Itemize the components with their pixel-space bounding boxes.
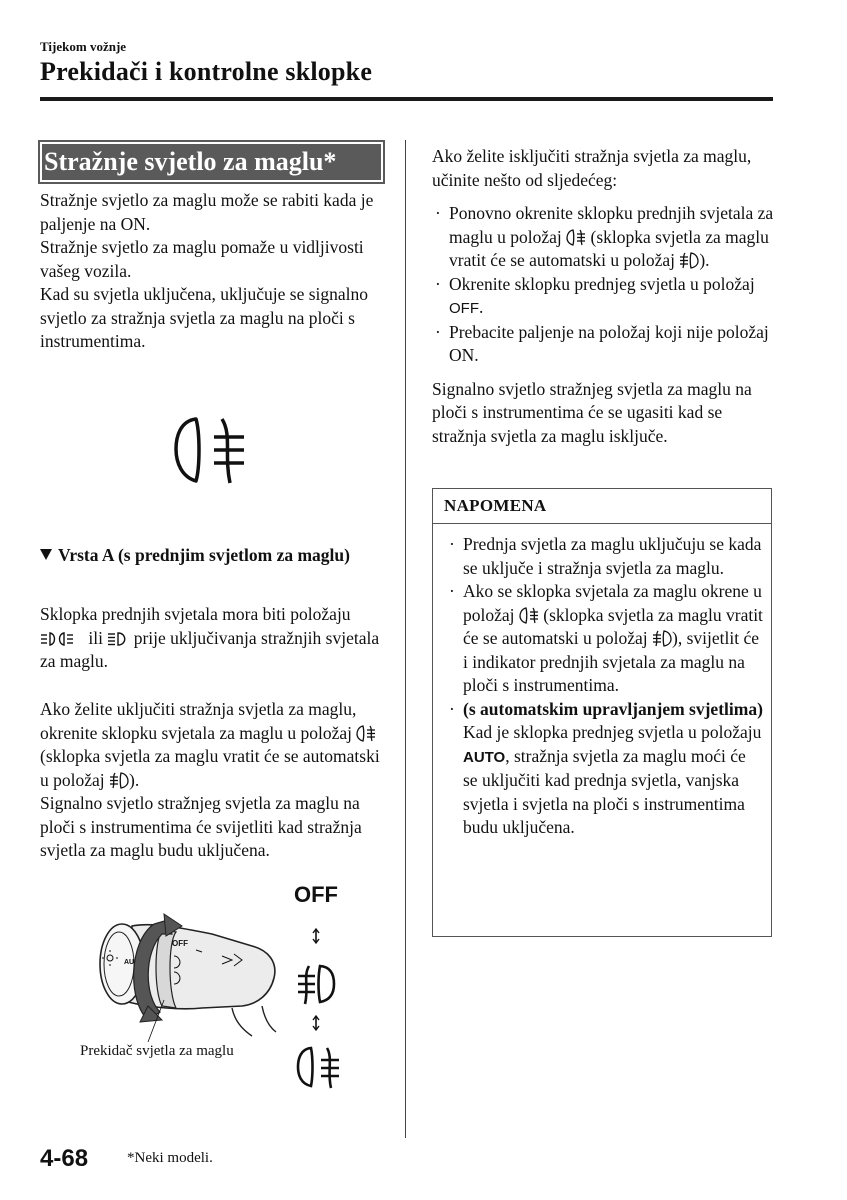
front-fog-light-icon bbox=[298, 966, 334, 1004]
triangle-bullet-icon bbox=[40, 549, 52, 560]
note-3-heading: (s automatskim upravljanjem svjetlima) bbox=[463, 698, 763, 719]
note-2-text-c: ), svijetlit će i indikator prednjih svjetala za maglu na ploči s instrumentima. bbox=[463, 628, 760, 695]
rear-fog-light-icon bbox=[170, 415, 252, 487]
rear-fog-light-icon bbox=[566, 229, 586, 246]
intro-text bbox=[40, 189, 390, 354]
list-item bbox=[447, 580, 763, 698]
auto-position-text: AUTO bbox=[463, 748, 506, 766]
subheading-type-a bbox=[40, 543, 380, 567]
list-item bbox=[432, 273, 777, 321]
list-item bbox=[447, 698, 763, 840]
right-p1: Ako želite isključiti stražnja svjetla za maglu, učinite nešto od sljedećeg: bbox=[432, 146, 752, 190]
b1-text-b: (sklopka svjetla za maglu vratit će se automatski u položaj bbox=[449, 226, 769, 270]
front-fog-light-icon bbox=[109, 772, 129, 789]
header-rule bbox=[40, 97, 773, 101]
p3-text-b: (sklopka svjetla za maglu vratit će se automatski u položaj bbox=[40, 746, 380, 790]
list-item bbox=[432, 202, 777, 273]
note-1-text: Prednja svjetla za maglu uključuju se kada se uključe i stražnja svjetla za maglu. bbox=[463, 534, 762, 578]
p2-text-c: prije uključivanja stražnjih svjetala za maglu. bbox=[40, 627, 380, 671]
note-2-text-a: Ako se sklopka svjetala za maglu okrene u položaj bbox=[463, 581, 762, 625]
footnote: *Neki modeli. bbox=[127, 1150, 213, 1166]
note-2-text-b: (sklopka svjetla za maglu vratit će se automatski u položaj bbox=[463, 604, 763, 648]
b1-text-a: Ponovno okrenite sklopku prednjih svjetala za maglu u položaj bbox=[449, 203, 774, 247]
rear-fog-light-icon bbox=[356, 725, 376, 742]
bullet-dot: · bbox=[435, 203, 441, 223]
bullet-dot: · bbox=[449, 534, 455, 554]
note-box bbox=[432, 488, 772, 937]
off-position-text: OFF bbox=[449, 300, 479, 317]
breadcrumb: Tijekom vožnje bbox=[40, 39, 127, 54]
headlight-icon bbox=[107, 631, 129, 647]
rear-fog-light-icon bbox=[519, 607, 539, 624]
list-item bbox=[447, 533, 763, 580]
note-title: NAPOMENA bbox=[433, 489, 771, 524]
lever-auto-text: AU bbox=[124, 959, 135, 966]
switch-position-sequence bbox=[296, 918, 346, 1093]
p3-text-a: Ako želite uključiti stražnja svjetla za maglu, okrenite sklopku svjetala za maglu u položaj bbox=[40, 699, 357, 743]
intro-line-3: Kad su svjetla uključena, uključuje se signalno svjetlo za stražnja svjetla za maglu na ploči s instrumentima. bbox=[40, 284, 369, 351]
off-position-label: OFF bbox=[294, 882, 338, 907]
section-title: Stražnje svjetlo za maglu* bbox=[40, 142, 383, 182]
updown-arrow-icon bbox=[313, 929, 319, 943]
page-number: 4-68 bbox=[40, 1145, 89, 1172]
bullet-dot: · bbox=[435, 321, 441, 342]
right-p2: Signalno svjetlo stražnjeg svjetla za maglu na ploči s instrumentima će se ugasiti kad se stražnja svjetla za maglu isključe. bbox=[432, 378, 752, 446]
front-fog-light-icon bbox=[652, 630, 672, 647]
b2-text-c: . bbox=[479, 297, 484, 317]
p4-text: Signalno svjetlo stražnjeg svjetla za maglu na ploči s instrumentima će svijetliti kad stražnja svjetla za maglu budu uključena. bbox=[40, 793, 362, 860]
chapter-title: Prekidači i kontrolne sklopke bbox=[40, 57, 373, 86]
intro-line-2: Stražnje svjetlo za maglu pomaže u vidljivosti vašeg vozila. bbox=[40, 237, 364, 281]
paragraph-turn-off bbox=[432, 145, 777, 448]
b1-text-c: ). bbox=[699, 250, 710, 270]
b3-text: Prebacite paljenje na položaj koji nije položaj ON. bbox=[449, 321, 769, 365]
fog-light-switch-illustration bbox=[92, 912, 284, 1042]
lever-off-text: OFF bbox=[172, 939, 188, 948]
list-item bbox=[432, 321, 777, 368]
bullet-dot: · bbox=[449, 698, 455, 719]
p3-text-c: ). bbox=[129, 769, 140, 790]
bullet-dot: · bbox=[449, 581, 455, 601]
subheading-text: Vrsta A (s prednjim svjetlom za maglu) bbox=[58, 545, 350, 565]
parking-light-icon bbox=[40, 631, 84, 647]
note-3-text-c: , stražnja svjetla za maglu moći će se uključiti kad prednja svjetla, vanjska svjetla i svjetla na ploči s instrumentima budu uključena. bbox=[463, 745, 746, 837]
p2-text-b: ili bbox=[84, 627, 108, 648]
note-3-body bbox=[463, 721, 763, 840]
note-body bbox=[447, 533, 763, 840]
paragraph-headlight-position bbox=[40, 603, 385, 674]
rear-fog-light-icon bbox=[298, 1048, 339, 1088]
front-fog-light-icon bbox=[679, 252, 699, 269]
updown-arrow-icon bbox=[313, 1016, 319, 1030]
paragraph-turn-on bbox=[40, 698, 385, 863]
note-3-text-a: Kad je sklopka prednjeg svjetla u položaju bbox=[463, 722, 762, 742]
b2-text-a: Okrenite sklopku prednjeg svjetla u položaj bbox=[449, 273, 755, 294]
column-divider bbox=[405, 140, 406, 1138]
p2-text-a: Sklopka prednjih svjetala mora biti položaju bbox=[40, 604, 351, 624]
intro-line-1: Stražnje svjetlo za maglu može se rabiti kada je paljenje na ON. bbox=[40, 190, 374, 234]
bullet-dot: · bbox=[435, 273, 441, 294]
figure-caption: Prekidač svjetla za maglu bbox=[80, 1043, 234, 1059]
